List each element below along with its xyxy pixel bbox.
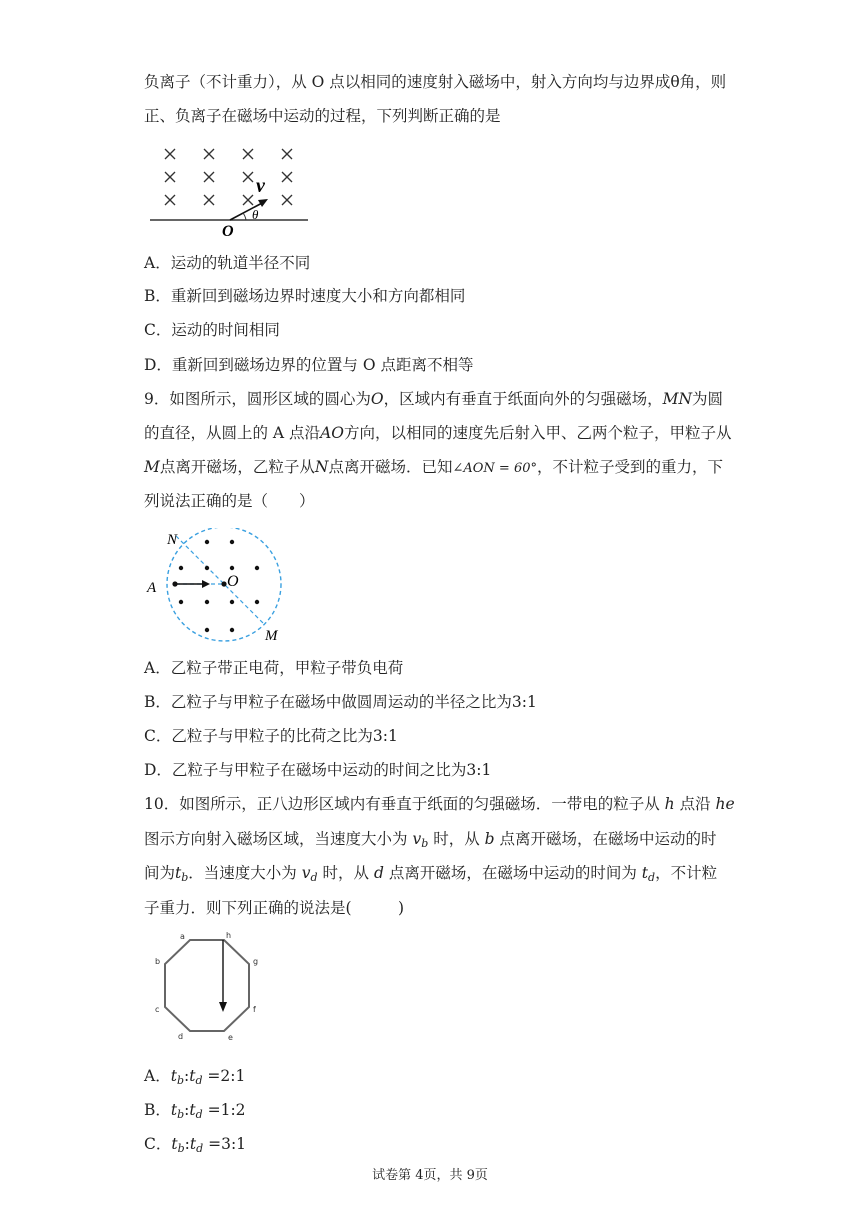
label-v: v: [256, 175, 265, 197]
q9-stem-line1: 9．如图所示，圆形区域的圆心为O，区域内有垂直于纸面向外的匀强磁场，MN为圆: [144, 390, 724, 408]
q10-stem-line1: 10．如图所示，正八边形区域内有垂直于纸面的匀强磁场．一带电的粒子从 h 点沿 he: [144, 795, 735, 813]
q8-option-b[interactable]: B．重新回到磁场边界时速度大小和方向都相同: [144, 287, 466, 305]
q9-option-b[interactable]: B．乙粒子与甲粒子在磁场中做圆周运动的半径之比为3:1: [144, 693, 537, 711]
q9-option-c[interactable]: C．乙粒子与甲粒子的比荷之比为3:1: [144, 727, 398, 745]
q8-stem-line2: 正、负离子在磁场中运动的过程，下列判断正确的是: [144, 107, 501, 125]
q10-stem-line2: 图示方向射入磁场区域，当速度大小为 $v_b$ 时，从 b 点离开磁场，在磁场中运动的时: [144, 830, 717, 850]
q8-option-c[interactable]: C．运动的时间相同: [144, 321, 280, 339]
vertex-h: h: [226, 931, 232, 940]
label-o: O: [222, 223, 234, 238]
q9-figure: [144, 528, 294, 646]
diameter-mn: [176, 536, 264, 624]
q10-stem-line4: 子重力．则下列正确的说法是( ): [144, 899, 405, 917]
q8-option-a[interactable]: A．运动的轨道半径不同: [144, 254, 311, 272]
vertex-a: a: [180, 932, 185, 941]
velocity-arrowhead: [258, 199, 268, 207]
q10-option-b[interactable]: B．$t_b:t_d$ =1:2: [144, 1101, 246, 1121]
label-o: O: [227, 573, 239, 590]
q9-option-a[interactable]: A．乙粒子带正电荷，甲粒子带负电荷: [144, 659, 404, 677]
q8-stem-line1: 负离子（不计重力），从 O 点以相同的速度射入磁场中，射入方向均与边界成θ角，则: [144, 73, 727, 91]
q8-option-d[interactable]: D．重新回到磁场边界的位置与 O 点距离不相等: [144, 356, 474, 374]
q9-stem-line3: M点离开磁场，乙粒子从N点离开磁场．已知∠AON = 60°，不计粒子受到的重力，下: [144, 458, 723, 476]
magnetic-field-crosses: [165, 149, 292, 205]
vertex-f: f: [253, 1005, 256, 1014]
magnetic-field-dots: [179, 540, 259, 632]
vertex-b: b: [155, 957, 161, 966]
q10-option-c[interactable]: C．$t_b:t_d$ =3:1: [144, 1135, 247, 1155]
page-footer: 试卷第 4页，共 9页: [372, 1168, 488, 1183]
label-a: A: [147, 580, 157, 596]
octagon-region: [165, 940, 249, 1031]
vertex-e: e: [228, 1033, 233, 1042]
q10-option-a[interactable]: A．$t_b:t_d$ =2:1: [144, 1067, 246, 1087]
q10-figure: [146, 928, 268, 1046]
q10-stem-line3: 间为$t_b$．当速度大小为 $v_d$ 时，从 d 点离开磁场，在磁场中运动的时间为 $t_d$，不计粒: [144, 864, 718, 884]
label-m: M: [265, 628, 278, 644]
velocity-vector: [230, 202, 264, 220]
label-theta: θ: [252, 207, 259, 222]
vertex-g: g: [253, 957, 259, 966]
q8-figure: [146, 142, 316, 238]
vertex-d: d: [178, 1032, 184, 1041]
vertex-c: c: [155, 1005, 160, 1014]
label-n: N: [167, 532, 178, 548]
q9-stem-line4: 列说法正确的是（ ）: [144, 492, 315, 510]
q9-option-d[interactable]: D．乙粒子与甲粒子在磁场中运动的时间之比为3:1: [144, 761, 492, 779]
q9-stem-line2: 的直径，从圆上的 A 点沿AO方向，以相同的速度先后射入甲、乙两个粒子，甲粒子从: [144, 424, 732, 442]
